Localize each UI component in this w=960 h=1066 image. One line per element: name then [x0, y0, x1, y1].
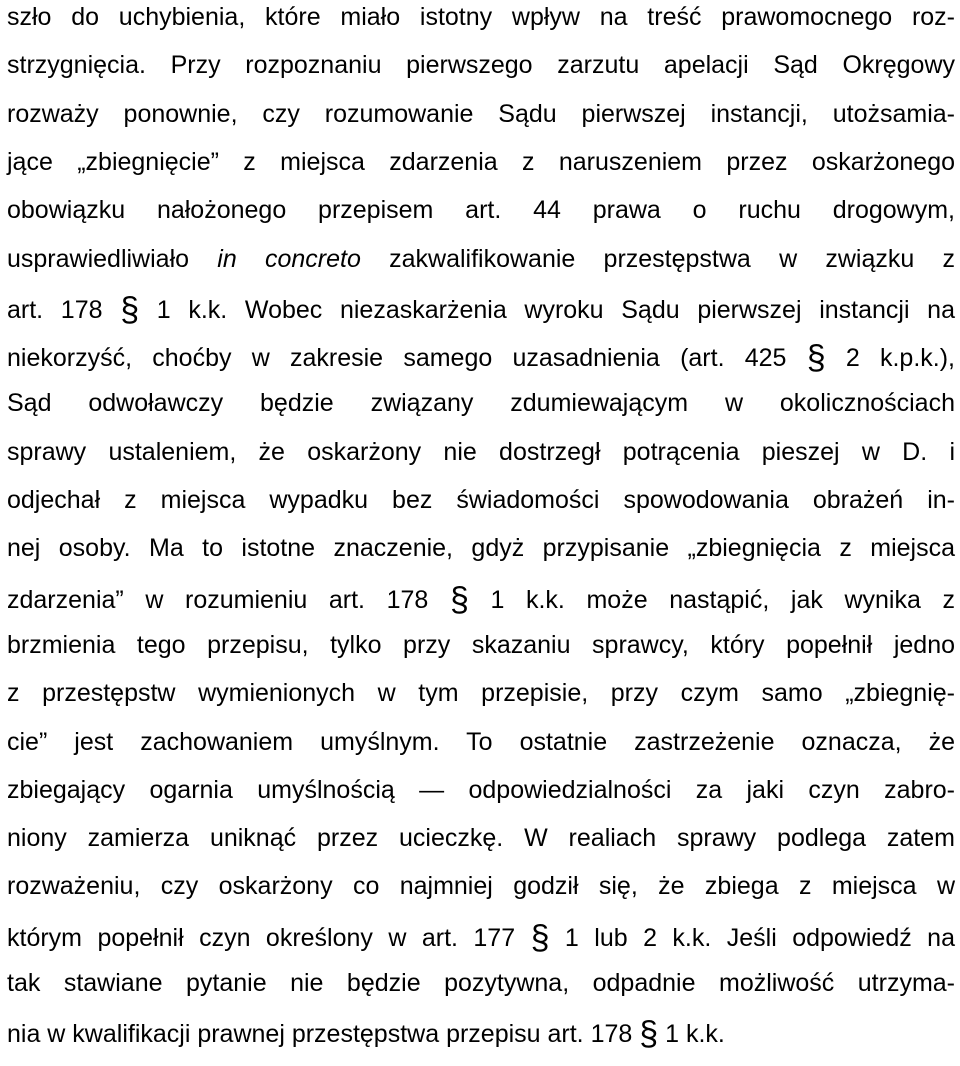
- text-line: [7, 386, 955, 420]
- text-line: [7, 869, 955, 903]
- text-segment: 1 k.k. Wobec niezaskarżenia wyroku Sądu pierwszej instancji na: [139, 295, 955, 324]
- text-segment: którym popełnił czyn określony w art. 177: [7, 923, 531, 952]
- italic-text: in concreto: [217, 244, 361, 273]
- text-segment: szło do uchybienia, które miało istotny wpływ na treść prawomocnego roz-: [7, 3, 955, 31]
- section-sign: §: [806, 339, 826, 378]
- section-sign: §: [639, 1015, 659, 1054]
- text-line: [7, 821, 955, 855]
- text-line: [7, 628, 955, 662]
- text-segment: 1 k.k. może nastąpić, jak wynika z: [468, 585, 955, 614]
- text-segment: art. 178: [7, 295, 121, 324]
- text-line: [7, 48, 955, 82]
- text-segment: brzmienia tego przepisu, tylko przy skazaniu sprawcy, który popełnił jedno: [7, 630, 955, 659]
- text-segment: cie” jest zachowaniem umyślnym. To ostatnie zastrzeżenie oznacza, że: [7, 727, 955, 756]
- text-line: [7, 531, 955, 565]
- text-segment: z przestępstw wymienionych w tym przepisie, przy czym samo „zbiegnię-: [7, 679, 955, 708]
- text-line: [7, 676, 955, 710]
- text-line: [7, 193, 955, 227]
- section-sign: §: [449, 580, 469, 619]
- text-segment: odjechał z miejsca wypadku bez świadomości spowodowania obrażeń in-: [7, 486, 955, 514]
- text-line: [7, 242, 955, 276]
- text-line: [7, 0, 955, 34]
- text-line: [7, 483, 955, 517]
- text-segment: 1 k.k.: [658, 1020, 725, 1049]
- text-line: [7, 1014, 955, 1054]
- text-segment: 1 lub 2 k.k. Jeśli odpowiedź na: [549, 923, 955, 952]
- text-line: [7, 290, 955, 329]
- text-segment: zdarzenia” w rozumieniu art. 178: [7, 585, 450, 614]
- text-line: [7, 725, 955, 759]
- text-line: [7, 966, 955, 1000]
- text-segment: Sąd odwoławczy będzie związany zdumiewającym w okolicznościach: [7, 389, 955, 418]
- text-segment: sprawy ustaleniem, że oskarżony nie dostrzegł potrącenia pieszej w D. i: [7, 437, 955, 466]
- text-segment: 2 k.p.k.),: [825, 344, 955, 373]
- text-segment: zbiegający ogarnia umyślnością — odpowiedzialności za jaki czyn zabro-: [7, 775, 955, 804]
- text-line: [7, 580, 955, 619]
- text-line: [7, 435, 955, 469]
- text-segment: nej osoby. Ma to istotne znaczenie, gdyż przypisanie „zbiegnięcia z miejsca: [7, 534, 955, 563]
- text-segment: nia w kwalifikacji prawnej przestępstwa przepisu art. 178: [7, 1020, 640, 1049]
- text-line: [7, 918, 955, 957]
- text-line: [7, 338, 955, 378]
- section-sign: §: [120, 290, 140, 329]
- text-segment: rozważy ponownie, czy rozumowanie Sądu pierwszej instancji, utożsamia-: [7, 99, 955, 128]
- text-segment: niekorzyść, choćby w zakresie samego uzasadnienia (art. 425: [7, 344, 807, 373]
- text-segment: rozważeniu, czy oskarżony co najmniej godził się, że zbiega z miejsca w: [7, 872, 955, 901]
- text-segment: usprawiedliwiało: [7, 244, 218, 273]
- text-line: [7, 97, 955, 131]
- text-segment: obowiązku nałożonego przepisem art. 44 prawa o ruchu drogowym,: [7, 196, 955, 225]
- text-line: [7, 773, 955, 807]
- text-segment: strzygnięcia. Przy rozpoznaniu pierwszego zarzutu apelacji Sąd Okręgowy: [7, 51, 955, 80]
- text-segment: tak stawiane pytanie nie będzie pozytywna, odpadnie możliwość utrzyma-: [7, 969, 955, 997]
- section-sign: §: [530, 918, 550, 957]
- text-segment: jące „zbiegnięcie” z miejsca zdarzenia z naruszeniem przez oskarżonego: [7, 147, 955, 176]
- text-segment: niony zamierza uniknąć przez ucieczkę. W realiach sprawy podlega zatem: [7, 824, 955, 853]
- text-line: [7, 145, 955, 179]
- text-segment: zakwalifikowanie przestępstwa w związku z: [360, 244, 956, 273]
